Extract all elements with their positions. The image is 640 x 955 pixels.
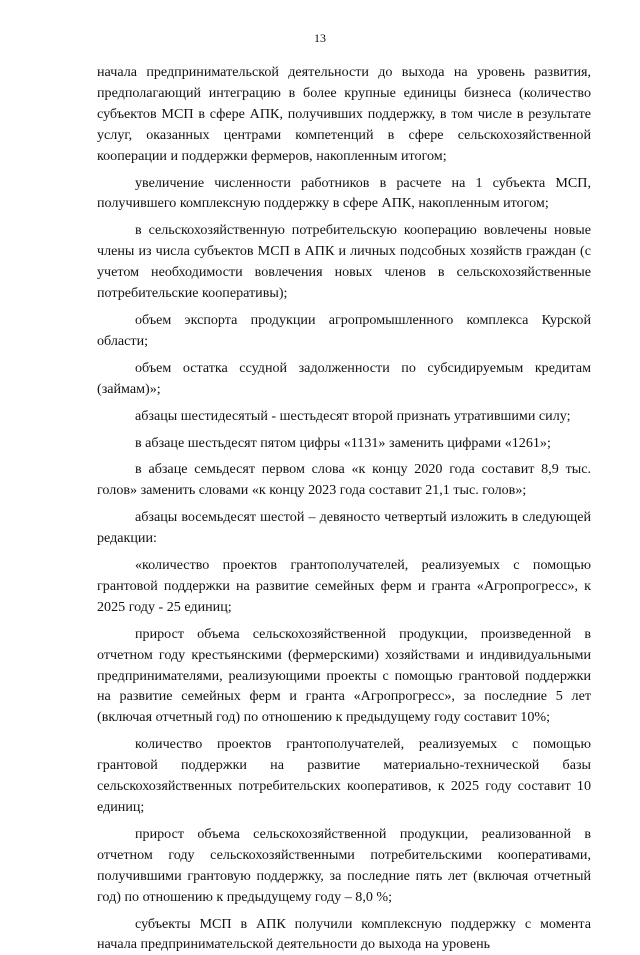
paragraph-4: объем экспорта продукции агропромышленного комплекса Курской области;: [97, 311, 591, 349]
document-body: [97, 62, 591, 955]
paragraph-14: субъекты МСП в АПК получили комплексную поддержку с момента начала предпринимательской деятельности до выхода на уровень: [97, 915, 591, 953]
paragraph-1: начала предпринимательской деятельности до выхода на уровень развития, предполагающий интеграцию в более крупные единицы бизнеса (количество субъектов МСП в сфере АПК, получивших поддержку, в том числе в результате услуг, оказанных центрами компетенций в сфере сельскохозяйственной кооперации и поддержки фермеров, накопленным итогом;: [97, 64, 591, 164]
page-number: 13: [314, 31, 326, 45]
paragraph-10: «количество проектов грантополучателей, реализуемых с помощью грантовой поддержки на развитие семейных ферм и гранта «Агропрогресс», к 2025 году - 25 единиц;: [97, 557, 591, 615]
paragraph-11: прирост объема сельскохозяйственной продукции, произведенной в отчетном году крестьянскими (фермерскими) хозяйствами и индивидуальными предпринимателями, реализующими проекты с помощью грантовой поддержки на развитие семейных ферм и гранта «Агропрогресс», за последние 5 лет (включая отчетный год) по отношению к предыдущему году составит 10%;: [97, 625, 591, 726]
paragraph-7: в абзаце шестьдесят пятом цифры «1131» заменить цифрами «1261»;: [135, 434, 551, 451]
paragraph-9: абзацы восемьдесят шестой – девяносто четвертый изложить в следующей редакции:: [97, 509, 591, 547]
paragraph-3: в сельскохозяйственную потребительскую кооперацию вовлечены новые члены из числа субъектов МСП в АПК и личных подсобных хозяйств граждан (с учетом необходимости вовлечения новых членов в сельскохозяйственные потребительские кооперативы);: [97, 222, 591, 302]
paragraph-13: прирост объема сельскохозяйственной продукции, реализованной в отчетном году сельскохозяйственными потребительскими кооперативами, получившими грантовую поддержку, за последние пять лет (включая отчетный год) по отношению к предыдущему году – 8,0 %;: [97, 825, 591, 905]
paragraph-5: объем остатка ссудной задолженности по субсидируемым кредитам (займам)»;: [97, 359, 591, 397]
paragraph-6: абзацы шестидесятый - шестьдесят второй признать утратившими силу;: [135, 407, 571, 424]
paragraph-12: количество проектов грантополучателей, реализуемых с помощью грантовой поддержки на развитие материально-технической базы сельскохозяйственных потребительских кооперативов, к 2025 году составит 10 единиц;: [97, 736, 591, 815]
paragraph-8: в абзаце семьдесят первом слова «к концу 2020 года составит 8,9 тыс. голов» заменить словами «к концу 2023 года составит 21,1 тыс. голов»;: [97, 461, 591, 499]
paragraph-2: увеличение численности работников в расчете на 1 субъекта МСП, получившего комплексную поддержку в сфере АПК, накопленным итогом;: [97, 174, 591, 212]
